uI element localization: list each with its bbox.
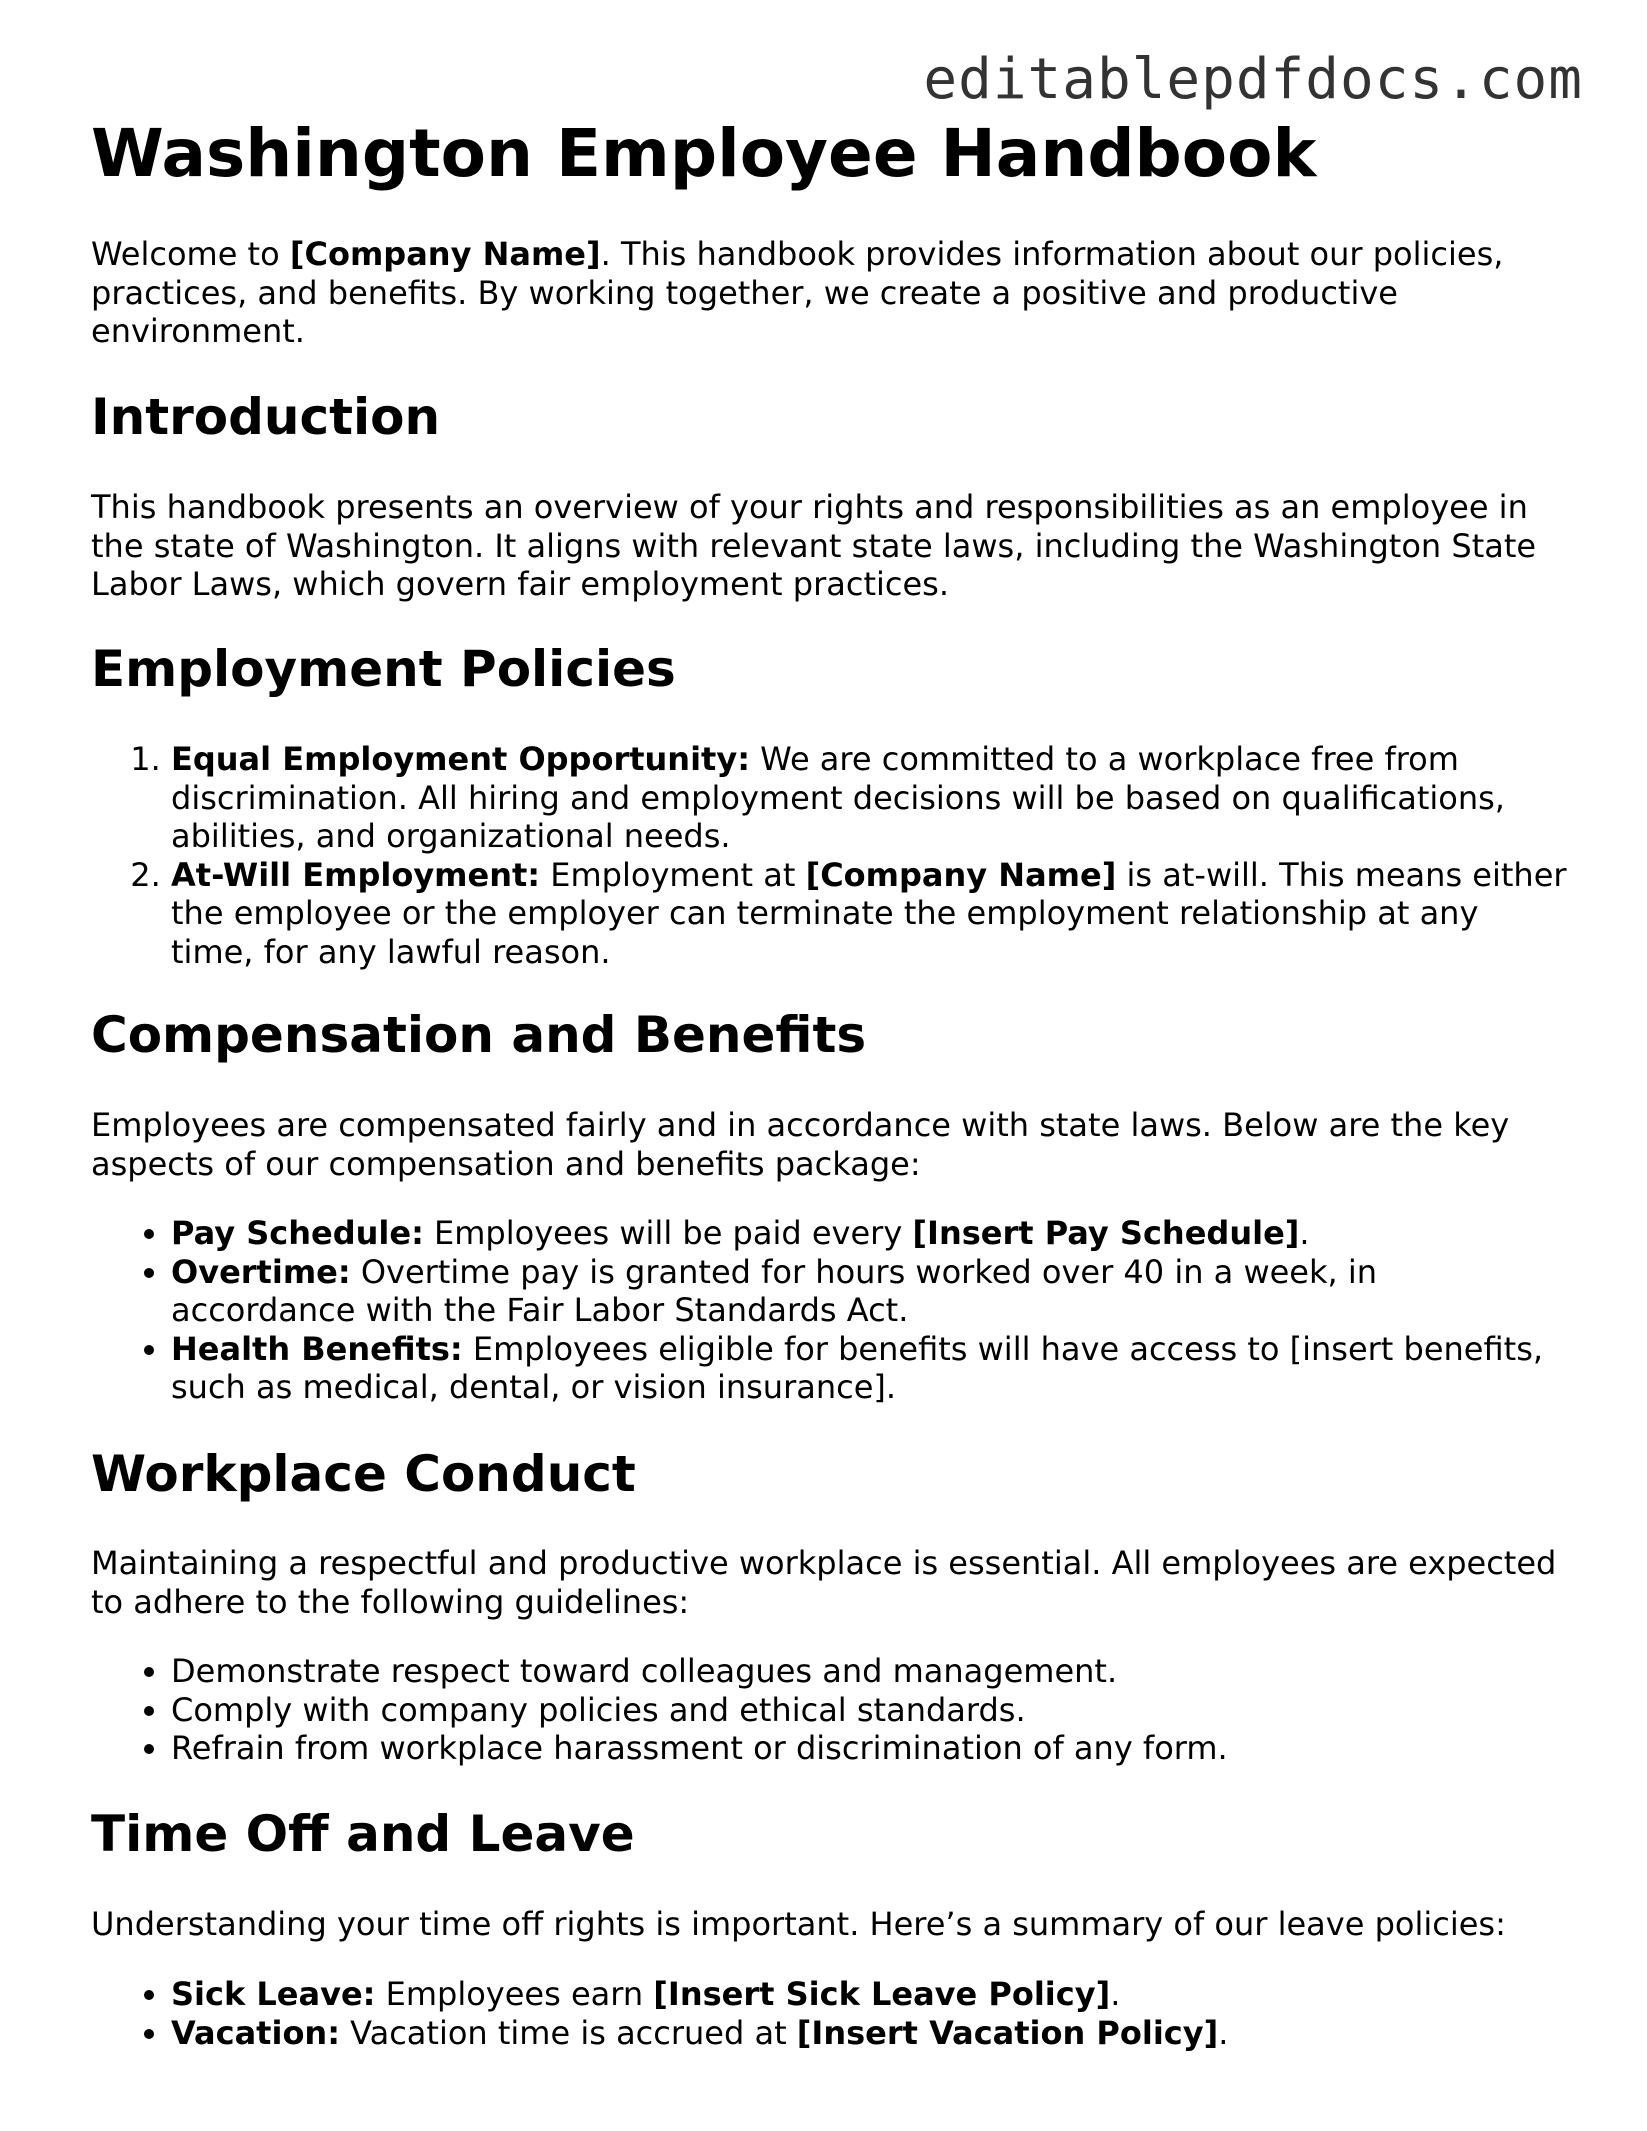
compensation-body — [91, 1106, 1571, 1183]
conduct-list-block — [91, 1652, 1571, 1768]
conduct-section — [91, 1446, 1571, 1504]
welcome-section — [91, 235, 1571, 351]
list-item: • Health Benefits: Employees eligible for benefits will have access to [insert benefits, such as medical, dental, or vision insurance]. — [171, 1330, 1571, 1407]
conduct-list — [91, 1652, 1571, 1768]
list-item: • Vacation: Vacation time is accrued at [Insert Vacation Policy]. — [171, 2014, 1571, 2053]
introduction-heading: Introduction — [91, 388, 441, 446]
compensation-paragraph: Employees are compensated fairly and in accordance with state laws. Below are the key aspects of our compensation and benefits package: — [91, 1106, 1510, 1183]
list-item: • Comply with company policies and ethical standards. — [171, 1691, 1571, 1730]
list-item: • Demonstrate respect toward colleagues and management. — [171, 1652, 1571, 1691]
introduction-body — [91, 488, 1571, 604]
conduct-heading: Workplace Conduct — [91, 1445, 636, 1503]
introduction-paragraph: This handbook presents an overview of your rights and responsibilities as an employee in the state of Washington. It aligns with relevant state laws, including the Washington State Labor Laws, which govern fair employment practices. — [91, 488, 1537, 603]
introduction-section — [91, 389, 1571, 447]
time-off-list-block — [91, 1975, 1571, 2052]
list-item: • Sick Leave: Employees earn [Insert Sick Leave Policy]. — [171, 1975, 1571, 2014]
welcome-paragraph: Welcome to [Company Name]. This handbook provides information about our policies, practices, and benefits. By working together, we create a positive and productive environment. — [91, 235, 1504, 350]
list-item: 1. Equal Employment Opportunity: We are committed to a workplace free from discrimination. All hiring and employment decisions will be based on qualifications, abilities, and organizational needs. — [171, 740, 1571, 856]
time-off-section — [91, 1806, 1571, 1864]
employment-policies-body — [91, 740, 1571, 971]
company-name-placeholder: [Company Name] — [289, 235, 601, 273]
time-off-list — [91, 1975, 1571, 2052]
list-item: • Refrain from workplace harassment or discrimination of any form. — [171, 1729, 1571, 1768]
page-title: Washington Employee Handbook — [91, 115, 1317, 192]
time-off-body — [91, 1905, 1571, 1944]
compensation-section — [91, 1007, 1571, 1065]
employment-policies-section — [91, 641, 1571, 699]
watermark: editablepdfdocs.com — [923, 47, 1583, 112]
time-off-paragraph: Understanding your time off rights is important. Here’s a summary of our leave policies: — [91, 1905, 1506, 1943]
list-item: • Overtime: Overtime pay is granted for hours worked over 40 in a week, in accordance with the Fair Labor Standards Act. — [171, 1253, 1571, 1330]
compensation-list — [91, 1214, 1571, 1407]
employment-policies-list — [91, 740, 1571, 971]
time-off-heading: Time Off and Leave — [91, 1805, 635, 1863]
conduct-paragraph: Maintaining a respectful and productive workplace is essential. All employees are expected to adhere to the following guidelines: — [91, 1544, 1557, 1621]
conduct-body — [91, 1544, 1571, 1621]
compensation-list-block — [91, 1214, 1571, 1407]
compensation-heading: Compensation and Benefits — [91, 1006, 867, 1064]
list-item: • Pay Schedule: Employees will be paid every [Insert Pay Schedule]. — [171, 1214, 1571, 1253]
list-item: 2. At-Will Employment: Employment at [Company Name] is at-will. This means either the employee or the employer can terminate the employment relationship at any time, for any lawful reason. — [171, 856, 1571, 972]
employment-policies-heading: Employment Policies — [91, 640, 676, 698]
